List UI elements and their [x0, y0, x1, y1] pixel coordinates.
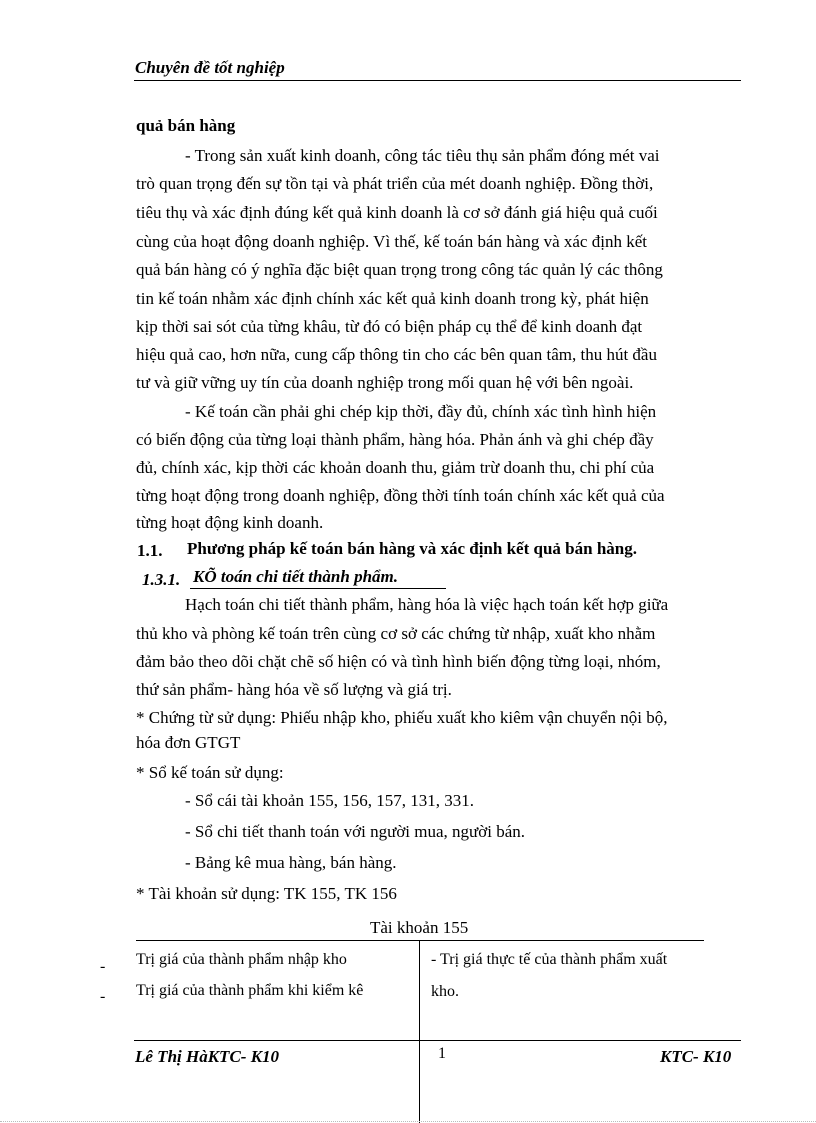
footer-author: Lê Thị HàKTC- K10: [135, 1047, 280, 1066]
t-account-credit-1: kho.: [431, 983, 459, 1000]
para3-line-0: Hạch toán chi tiết thành phẩm, hàng hóa là việc hạch toán kết hợp giữa: [185, 595, 669, 614]
para1-line-2: tiêu thụ và xác định đúng kết quả kinh doanh là cơ sở đánh giá hiệu quả cuối: [136, 203, 658, 222]
para2-line-0: - Kế toán cần phải ghi chép kịp thời, đầy đủ, chính xác tình hình hiện: [185, 402, 657, 421]
heading-1-3-1-number: 1.3.1.: [142, 570, 181, 589]
footer-right: KTC- K10: [660, 1047, 732, 1066]
books-item-0: - Sổ cái tài khoản 155, 156, 157, 131, 331.: [185, 791, 474, 810]
para2-line-3: từng hoạt động trong doanh nghiệp, đồng thời tính toán chính xác kết quả của: [136, 486, 665, 505]
heading-1-1-number: 1.1.: [137, 541, 163, 560]
t-account-top-rule: [136, 940, 704, 941]
para3-line-3: thứ sản phẩm- hàng hóa về số lượng và giá trị.: [136, 680, 452, 699]
para3-line-2: đảm bảo theo dõi chặt chẽ số hiện có và tình hình biến động từng loại, nhóm,: [136, 652, 661, 671]
books-item-1: - Sổ chi tiết thanh toán với người mua, người bán.: [185, 822, 526, 841]
para3-line-1: thủ kho và phòng kế toán trên cùng cơ sở các chứng từ nhập, xuất kho nhằm: [136, 624, 656, 643]
para1-line-7: hiệu quả cao, hơn nữa, cung cấp thông tin cho các bên quan tâm, thu hút đầu: [136, 345, 657, 364]
heading-1-3-1-text: KÕ toán chi tiết thành phẩm.: [193, 567, 398, 586]
para1-line-1: trò quan trọng đến sự tồn tại và phát triển của mét doanh nghiệp. Đồng thời,: [136, 174, 654, 193]
heading-1-3-1-underline: [190, 588, 446, 589]
t-account-credit-0: - Trị giá thực tế của thành phẩm xuất: [431, 951, 668, 968]
header-rule: [134, 80, 741, 81]
books-item-2: - Bảng kê mua hàng, bán hàng.: [185, 853, 397, 872]
para1-line-6: kịp thời sai sót của từng khâu, từ đó có biện pháp cụ thể để kinh doanh đạt: [136, 317, 643, 336]
page-header-title: Chuyên đề tốt nghiệp: [135, 58, 285, 77]
t-account-debit-0: Trị giá của thành phẩm nhập kho: [136, 951, 347, 968]
para1-line-5: tin kế toán nhằm xác định chính xác kết quả kinh doanh trong kỳ, phát hiện: [136, 289, 649, 308]
para1-line-4: quả bán hàng có ý nghĩa đặc biệt quan trọng trong công tác quản lý các thông: [136, 260, 663, 279]
t-account-debit-bullet-1: -: [100, 988, 106, 1005]
heading-1-1-text: Phương pháp kế toán bán hàng và xác định kết quả bán hàng.: [187, 539, 637, 558]
t-account-debit-1: Trị giá của thành phẩm khi kiểm kê: [136, 982, 364, 999]
footer-page-number: 1: [438, 1045, 446, 1062]
t-account-title: Tài khoản 155: [370, 918, 469, 937]
t-account-divider: [419, 940, 420, 1123]
para2-line-1: có biến động của từng loại thành phẩm, hàng hóa. Phản ánh và ghi chép đầy: [136, 430, 654, 449]
vouchers-line-0: * Chứng từ sử dụng: Phiếu nhập kho, phiếu xuất kho kiêm vận chuyển nội bộ,: [136, 708, 668, 727]
footer-rule: [134, 1040, 741, 1041]
t-account-debit-bullet-0: -: [100, 958, 106, 975]
accounts-used: * Tài khoản sử dụng: TK 155, TK 156: [136, 884, 397, 903]
para1-line-8: tư và giữ vững uy tín của doanh nghiệp trong mối quan hệ với bên ngoài.: [136, 373, 634, 392]
para1-line-0: - Trong sản xuất kinh doanh, công tác tiêu thụ sản phẩm đóng mét vai: [185, 146, 660, 165]
page-bottom-edge: [0, 1121, 816, 1122]
para2-line-4: từng hoạt động kinh doanh.: [136, 513, 324, 532]
para1-line-3: cùng của hoạt động doanh nghiệp. Vì thế, kế toán bán hàng và xác định kết: [136, 232, 647, 251]
vouchers-line-1: hóa đơn GTGT: [136, 733, 241, 752]
books-title: * Sổ kế toán sử dụng:: [136, 763, 284, 782]
para2-line-2: đủ, chính xác, kịp thời các khoản doanh thu, giảm trừ doanh thu, chi phí của: [136, 458, 655, 477]
section-continuation: quả bán hàng: [136, 116, 236, 135]
